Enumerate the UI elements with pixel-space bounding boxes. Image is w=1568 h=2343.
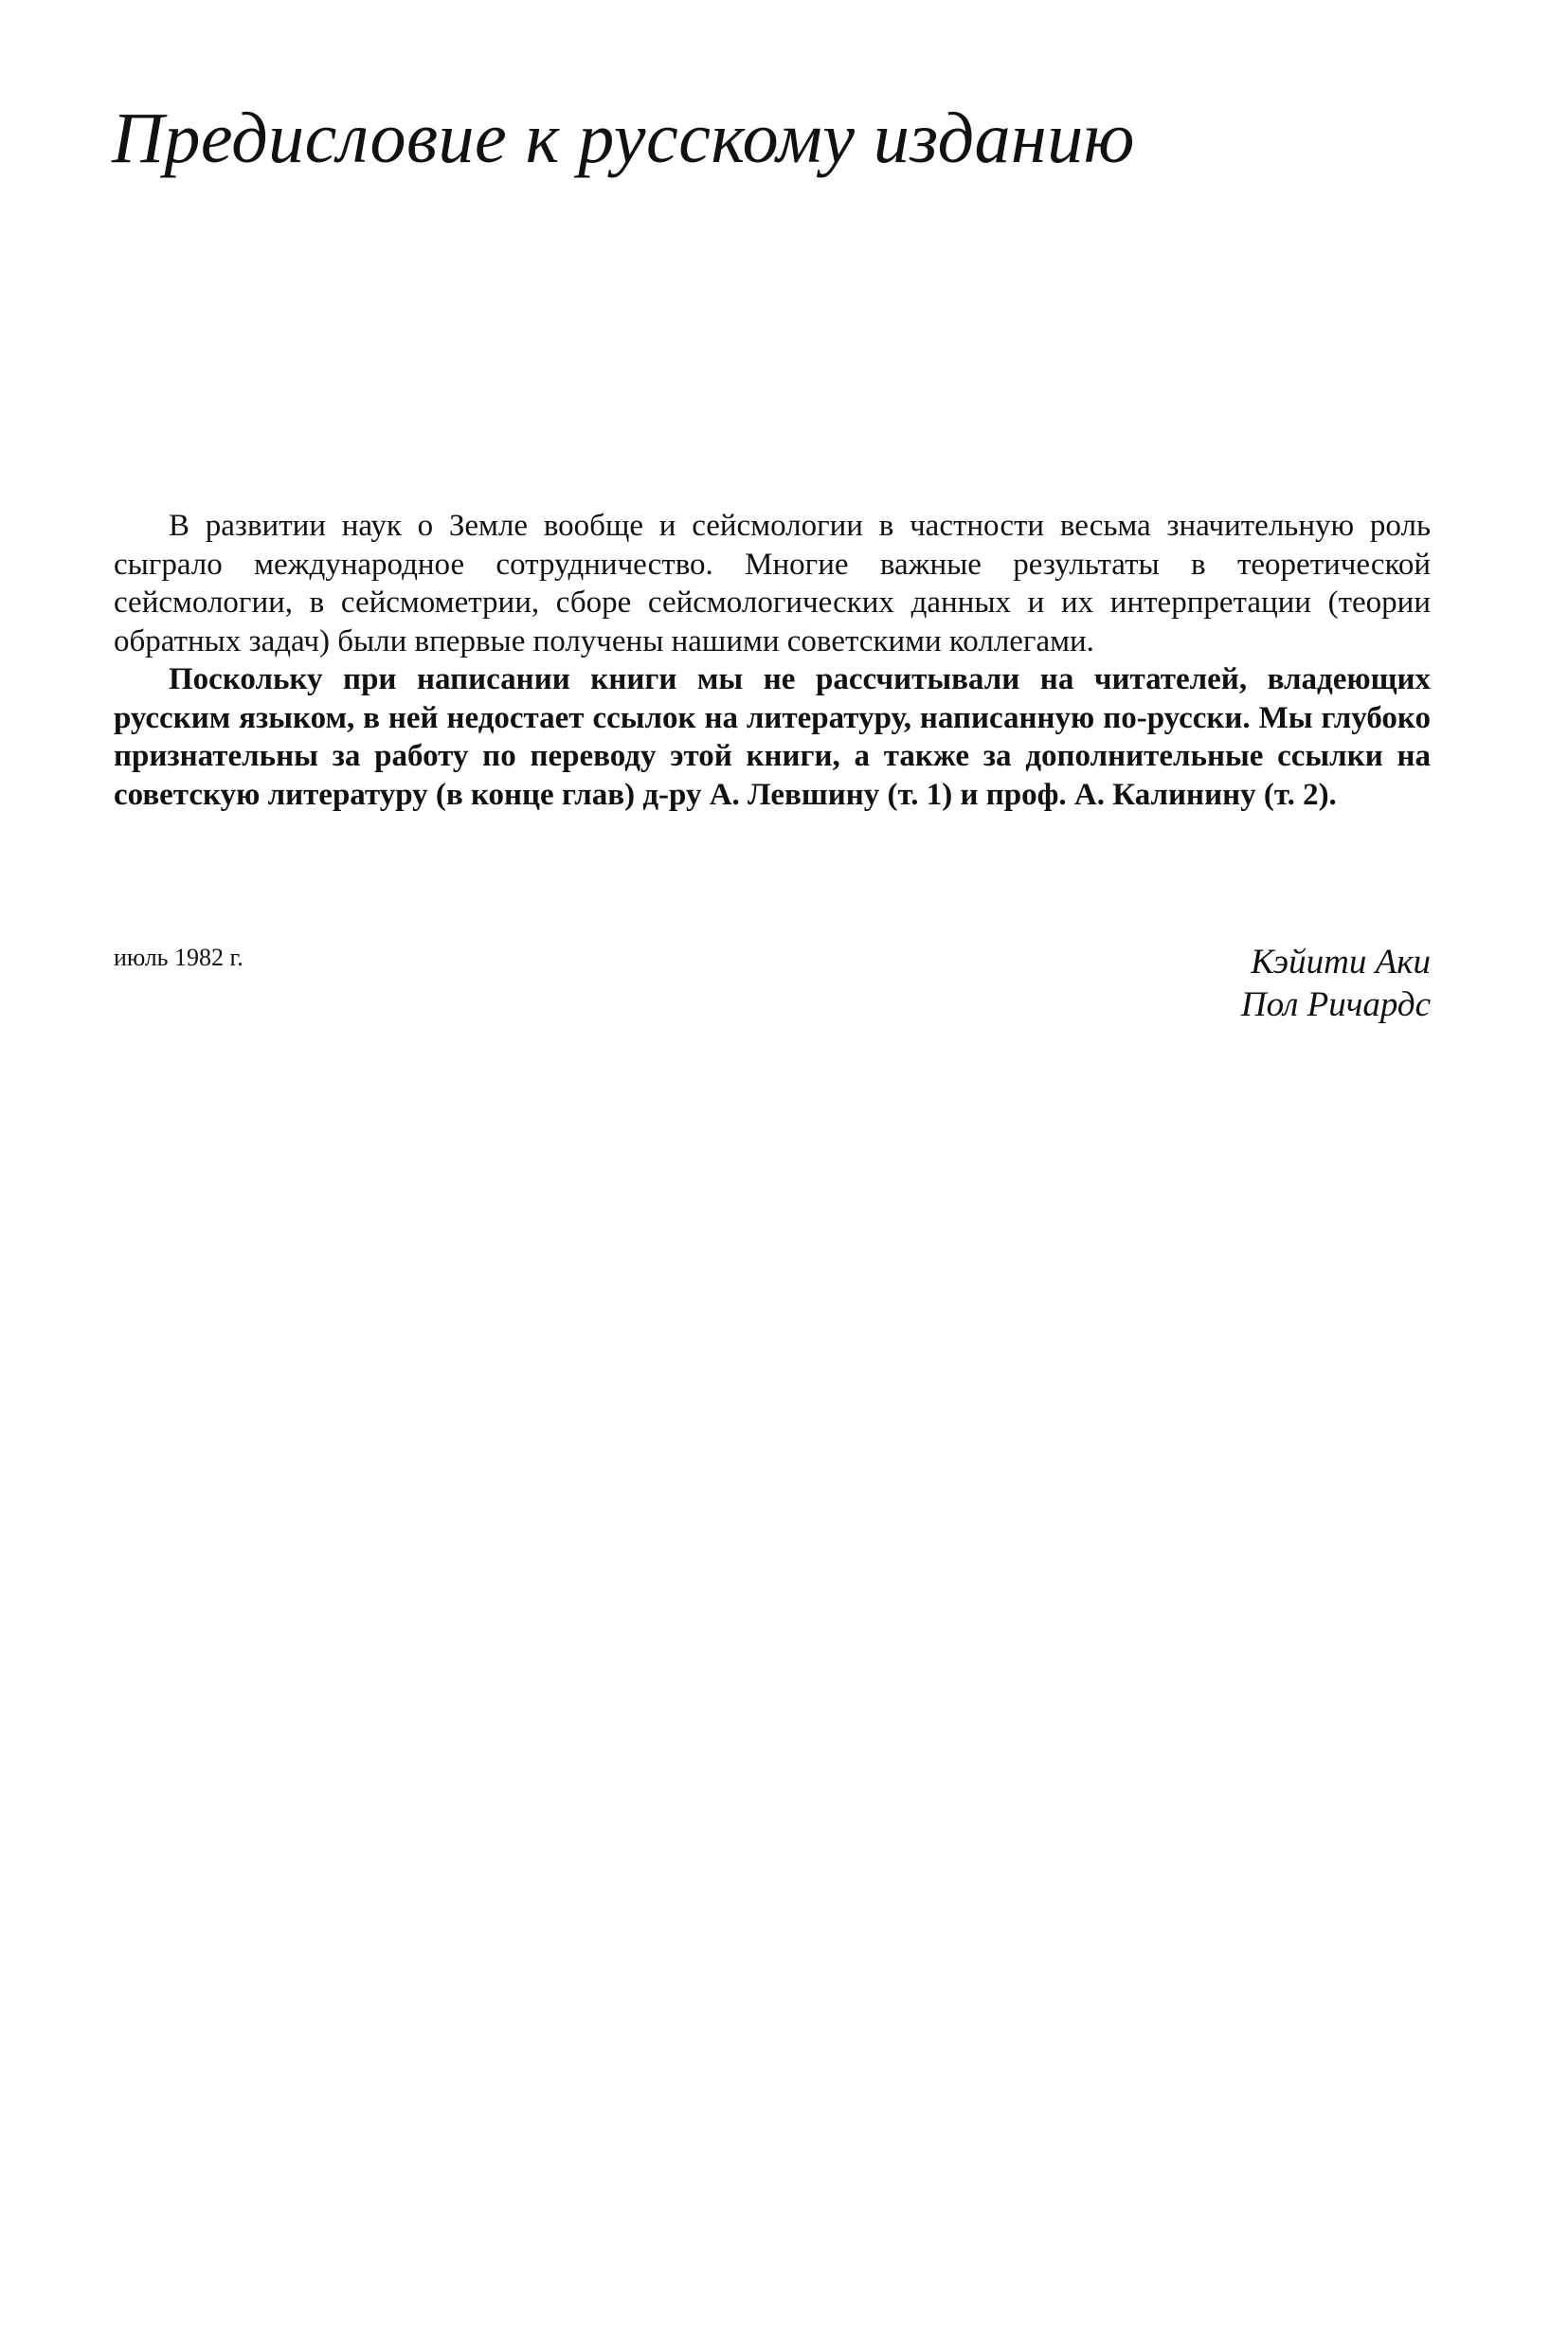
preface-paragraph-1: В развитии наук о Земле вообще и сейсмологии в частности весьма значительную роль сыграло международное сотрудничество. Многие важные результаты в теоретической сейсмологии, в сейсмометрии, сборе сейсмологических данных и их интерпретации (теории обратных задач) были впервые получены нашими советскими коллегами. bbox=[114, 509, 1431, 658]
author-signatures bbox=[1241, 941, 1431, 1026]
author-name-aki: Кэйити Аки bbox=[1251, 943, 1431, 982]
preface-date: июль 1982 г. bbox=[114, 944, 243, 971]
author-name-richards: Пол Ричардс bbox=[1240, 985, 1431, 1024]
page-title: Предисловие к русскому изданию bbox=[112, 99, 1135, 178]
preface-body bbox=[114, 507, 1431, 814]
preface-paragraph-2: Поскольку при написании книги мы не рассчитывали на читателей, владеющих русским языком, в ней недостает ссылок на литературу, написанную по-русски. Мы глубоко признательны за работу по переводу этой книги, а также за дополнительные ссылки на советскую литературу (в конце глав) д-ру А. Левшину (т. 1) и проф. А. Калинину (т. 2). bbox=[114, 662, 1431, 812]
